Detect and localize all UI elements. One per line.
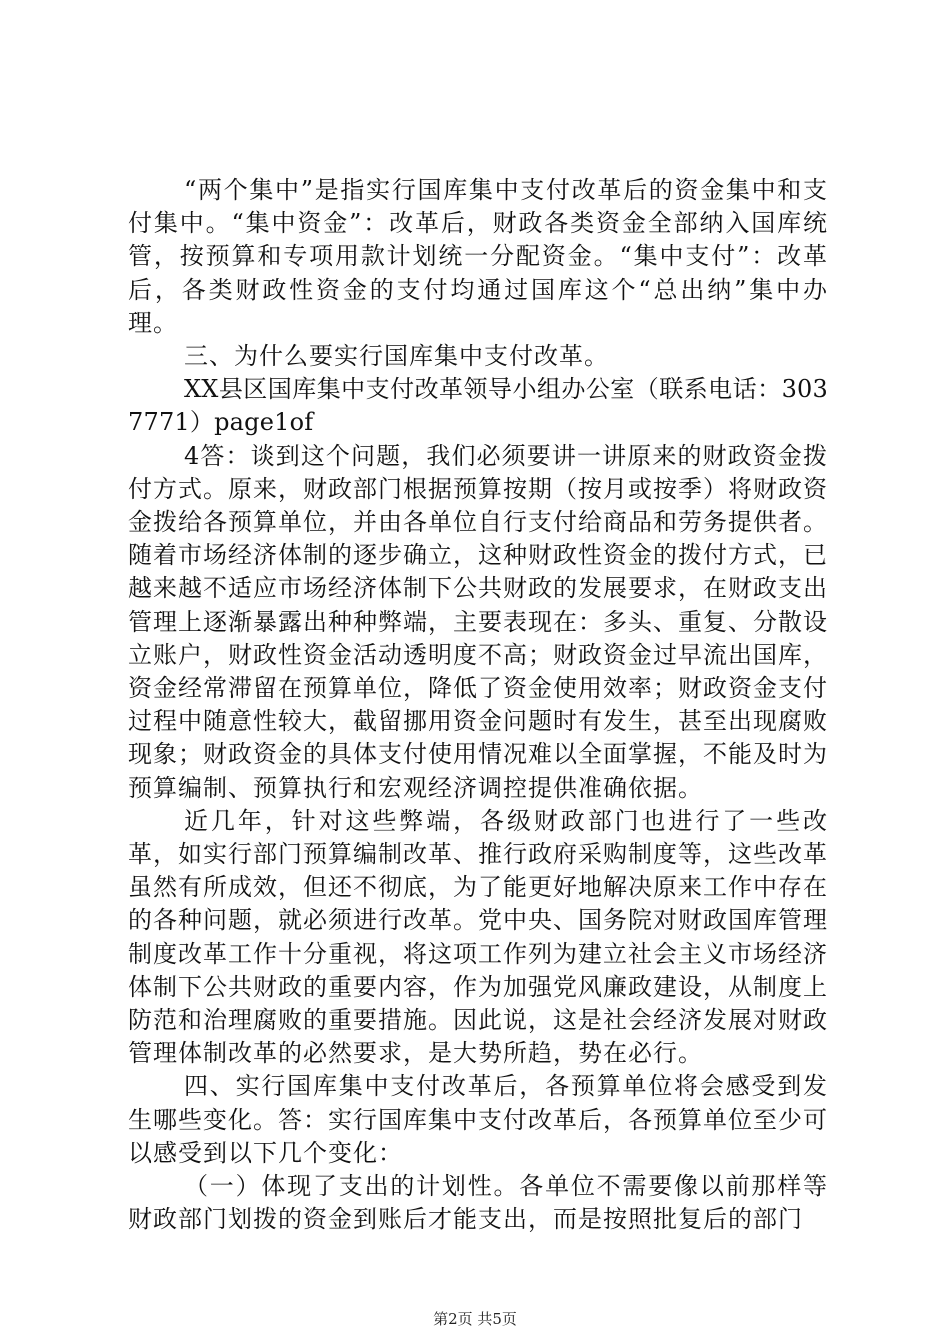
paragraph-planned-spending: （一）体现了支出的计划性。各单位不需要像以前那样等财政部门划拨的资金到账后才能支出，而是按照批复后的部门 <box>128 1172 828 1234</box>
document-body <box>128 174 828 1237</box>
paragraph-two-concentrations: “两个集中”是指实行国库集中支付改革后的资金集中和支付集中。“集中资金”：改革后，财政各类资金全部纳入国库统管，按预算和专项用款计划统一分配资金。“集中支付”：改革后，各类财政性资金的支付均通过国库这个“总出纳”集中办理。 <box>128 176 828 337</box>
paragraph-recent-reforms: 近几年，针对这些弊端，各级财政部门也进行了一些改革，如实行部门预算编制改革、推行政府采购制度等，这些改革虽然有所成效，但还不彻底，为了能更好地解决原来工作中存在的各种问题，就必须进行改革。党中央、国务院对财政国库管理制度改革工作十分重视，将这项工作列为建立社会主义市场经济体制下公共财政的重要内容，作为加强党风廉政建设，从制度上防范和治理腐败的重要措施。因此说，这是社会经济发展对财政管理体制改革的必然要求，是大势所趋，势在必行。 <box>128 806 828 1068</box>
paragraph-answer-original-method: 4答：谈到这个问题，我们必须要讲一讲原来的财政资金拨付方式。原来，财政部门根据预算按期（按月或按季）将财政资金拨给各预算单位，并由各单位自行支付给商品和劳务提供者。随着市场经济体制的逐步确立，这种财政性资金的拨付方式，已越来越不适应市场经济体制下公共财政的发展要求，在财政支出管理上逐渐暴露出种种弊端，主要表现在：多头、重复、分散设立账户，财政性资金活动透明度不高；财政资金过早流出国库，资金经常滞留在预算单位，降低了资金使用效率；财政资金支付过程中随意性较大，截留挪用资金问题时有发生，甚至出现腐败现象；财政资金的具体支付使用情况难以全面掌握，不能及时为预算编制、预算执行和宏观经济调控提供准确依据。 <box>128 441 828 802</box>
office-contact-line: XX县区国库集中支付改革领导小组办公室（联系电话：3037771）page1of <box>128 375 828 437</box>
section-heading-why-reform: 三、为什么要实行国库集中支付改革。 <box>184 342 609 371</box>
page-footer: 第2页 共5页 <box>433 1310 517 1328</box>
section-heading-changes: 四、实行国库集中支付改革后，各预算单位将会感受到发生哪些变化。答：实行国库集中支付改革后，各预算单位至少可以感受到以下几个变化： <box>128 1072 828 1167</box>
